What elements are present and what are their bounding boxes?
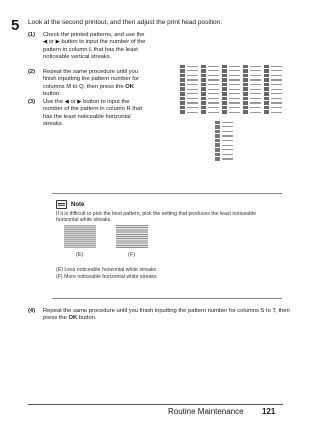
substep-2 xyxy=(28,69,178,99)
pattern-line xyxy=(222,135,233,136)
pattern-column xyxy=(243,60,263,115)
pattern-line xyxy=(222,126,233,127)
pattern-line xyxy=(250,84,261,85)
note-icon xyxy=(56,200,67,209)
pattern-line xyxy=(187,102,198,103)
pattern-square xyxy=(222,106,227,110)
pattern-columns xyxy=(180,58,285,116)
pattern-square xyxy=(264,87,269,91)
pattern-line xyxy=(250,66,261,67)
pattern-line xyxy=(208,89,219,90)
pattern-line xyxy=(222,158,233,159)
pattern-line xyxy=(208,66,219,67)
right-arrow-icon: ▶ xyxy=(55,39,60,46)
pattern-square xyxy=(243,69,248,73)
pattern-square xyxy=(201,78,206,82)
pattern-line xyxy=(271,93,282,94)
print-head-alignment-pattern xyxy=(180,58,285,178)
pattern-square xyxy=(243,106,248,110)
substep-4 xyxy=(28,308,288,328)
pattern-square xyxy=(243,97,248,101)
pattern-line xyxy=(208,107,219,108)
pattern-row xyxy=(215,157,255,162)
pattern-line xyxy=(229,98,240,99)
pattern-square xyxy=(201,74,206,78)
pattern-line xyxy=(208,93,219,94)
step-number: 5 xyxy=(11,17,20,34)
footer-section-title: Routine Maintenance xyxy=(168,407,244,416)
pattern-line xyxy=(187,66,198,67)
pattern-square xyxy=(215,134,220,138)
note-heading: Note xyxy=(71,201,85,208)
pattern-square xyxy=(222,97,227,101)
pattern-square xyxy=(222,83,227,87)
pattern-square xyxy=(201,87,206,91)
pattern-square xyxy=(264,65,269,69)
pattern-line xyxy=(208,98,219,99)
pattern-line xyxy=(271,112,282,113)
pattern-line xyxy=(271,84,282,85)
pattern-line xyxy=(208,112,219,113)
pattern-line xyxy=(187,112,198,113)
pattern-square xyxy=(201,101,206,105)
pattern-line xyxy=(187,107,198,108)
pattern-square xyxy=(264,97,269,101)
pattern-column xyxy=(180,60,200,115)
pattern-square xyxy=(243,110,248,114)
pattern-line xyxy=(229,75,240,76)
pattern-square xyxy=(180,78,185,82)
pattern-line xyxy=(187,75,198,76)
note-box xyxy=(52,193,282,299)
pattern-square xyxy=(264,78,269,82)
pattern-line xyxy=(271,79,282,80)
pattern-square xyxy=(201,97,206,101)
pattern-square xyxy=(222,65,227,69)
pattern-row xyxy=(243,110,263,115)
pattern-line xyxy=(229,112,240,113)
pattern-square xyxy=(180,69,185,73)
right-arrow-icon: ▶ xyxy=(77,99,82,105)
pattern-square xyxy=(222,101,227,105)
pattern-square xyxy=(215,153,220,157)
pattern-square xyxy=(222,69,227,73)
pattern-line xyxy=(208,79,219,80)
footer-rule xyxy=(28,404,283,405)
pattern-line xyxy=(208,75,219,76)
pattern-square xyxy=(222,78,227,82)
pattern-square xyxy=(180,74,185,78)
pattern-column-r xyxy=(215,120,255,161)
legend-f: (F) More noticeable horizontal white streaks xyxy=(56,274,157,280)
pattern-line xyxy=(222,140,233,141)
pattern-square xyxy=(180,101,185,105)
page-number: 121 xyxy=(262,407,276,416)
left-arrow-icon: ◀ xyxy=(43,39,48,46)
pattern-square xyxy=(222,110,227,114)
pattern-square xyxy=(201,106,206,110)
pattern-square xyxy=(264,69,269,73)
pattern-line xyxy=(187,70,198,71)
pattern-line xyxy=(187,79,198,80)
pattern-line xyxy=(187,84,198,85)
swatch-f xyxy=(116,225,148,248)
pattern-line xyxy=(229,89,240,90)
pattern-line xyxy=(271,102,282,103)
pattern-row xyxy=(180,110,200,115)
pattern-line xyxy=(229,102,240,103)
pattern-square xyxy=(180,110,185,114)
pattern-line xyxy=(187,98,198,99)
pattern-square xyxy=(180,106,185,110)
pattern-line xyxy=(222,131,233,132)
pattern-row xyxy=(264,110,284,115)
pattern-column xyxy=(222,60,242,115)
pattern-line xyxy=(250,79,261,80)
substep-number: (4) xyxy=(28,308,36,314)
left-arrow-icon: ◀ xyxy=(64,99,69,105)
note-text: If it is difficult to pick the best pattern, pick the setting that produces the least noticeable horizontal white streaks. xyxy=(56,211,257,224)
pattern-line xyxy=(271,107,282,108)
pattern-line xyxy=(271,75,282,76)
pattern-line xyxy=(250,102,261,103)
pattern-row xyxy=(222,110,242,115)
pattern-square xyxy=(264,83,269,87)
pattern-line xyxy=(229,93,240,94)
pattern-line xyxy=(229,70,240,71)
pattern-square xyxy=(264,92,269,96)
pattern-square xyxy=(215,143,220,147)
substep-text: Use the ◀ or ▶ button to input the number of the pattern in column R that has the least noticeable horizontal streaks. xyxy=(43,99,142,128)
pattern-line xyxy=(250,75,261,76)
pattern-row xyxy=(201,110,221,115)
pattern-square xyxy=(215,139,220,143)
substep-number: (2) xyxy=(28,69,36,75)
pattern-line xyxy=(208,102,219,103)
pattern-square xyxy=(215,130,220,134)
pattern-line xyxy=(250,112,261,113)
pattern-square xyxy=(215,148,220,152)
pattern-square xyxy=(201,110,206,114)
pattern-square xyxy=(243,83,248,87)
pattern-column xyxy=(201,60,221,115)
substep-3 xyxy=(28,99,178,129)
substep-number: (1) xyxy=(28,32,36,38)
pattern-square xyxy=(180,97,185,101)
pattern-square xyxy=(243,78,248,82)
pattern-square xyxy=(201,69,206,73)
pattern-line xyxy=(229,107,240,108)
pattern-line xyxy=(250,98,261,99)
substep-text: Check the printed patterns, and use the ◀ or ▶ button to input the number of the pattern in column L that has the least noticeable vertical streaks. xyxy=(43,32,146,61)
pattern-square xyxy=(201,65,206,69)
swatch-e-label: (E) xyxy=(76,252,84,258)
pattern-square xyxy=(264,101,269,105)
substep-text: Repeat the same procedure until you finish inputting the pattern number for columns S to T, then press the OK button. xyxy=(43,308,290,322)
pattern-square xyxy=(264,106,269,110)
pattern-square xyxy=(180,83,185,87)
pattern-square xyxy=(180,65,185,69)
pattern-square xyxy=(201,83,206,87)
pattern-line xyxy=(229,66,240,67)
pattern-square xyxy=(243,74,248,78)
pattern-line xyxy=(208,70,219,71)
pattern-square xyxy=(215,157,220,161)
substep-text: Repeat the same procedure until you finish inputting the pattern number for columns M to Q, then press the OK button. xyxy=(43,69,140,98)
pattern-line xyxy=(271,66,282,67)
pattern-square xyxy=(243,65,248,69)
pattern-square xyxy=(243,87,248,91)
pattern-square xyxy=(264,74,269,78)
pattern-square xyxy=(222,74,227,78)
legend-e: (E) Less noticeable horizontal white streaks xyxy=(56,267,157,273)
pattern-line xyxy=(187,89,198,90)
step-instruction: Look at the second printout, and then adjust the print head position. xyxy=(28,19,223,26)
note-header xyxy=(56,200,84,209)
pattern-square xyxy=(180,87,185,91)
pattern-square xyxy=(215,121,220,125)
pattern-line xyxy=(222,154,233,155)
pattern-line xyxy=(250,70,261,71)
pattern-line xyxy=(271,98,282,99)
pattern-square xyxy=(180,92,185,96)
pattern-square xyxy=(215,125,220,129)
pattern-square xyxy=(243,101,248,105)
pattern-line xyxy=(229,84,240,85)
substep-1 xyxy=(28,32,178,62)
pattern-line xyxy=(271,89,282,90)
pattern-line xyxy=(208,84,219,85)
pattern-line xyxy=(250,93,261,94)
pattern-line xyxy=(229,79,240,80)
pattern-square xyxy=(243,92,248,96)
pattern-square xyxy=(222,87,227,91)
pattern-line xyxy=(187,93,198,94)
pattern-line xyxy=(271,70,282,71)
pattern-square xyxy=(264,110,269,114)
pattern-column xyxy=(264,60,284,115)
swatch-e xyxy=(64,225,96,248)
swatch-f-label: (F) xyxy=(128,252,136,258)
pattern-square xyxy=(222,92,227,96)
pattern-line xyxy=(222,145,233,146)
pattern-line xyxy=(250,107,261,108)
pattern-square xyxy=(201,92,206,96)
pattern-line xyxy=(222,149,233,150)
substep-number: (3) xyxy=(28,99,36,105)
pattern-line xyxy=(222,122,233,123)
pattern-line xyxy=(250,89,261,90)
